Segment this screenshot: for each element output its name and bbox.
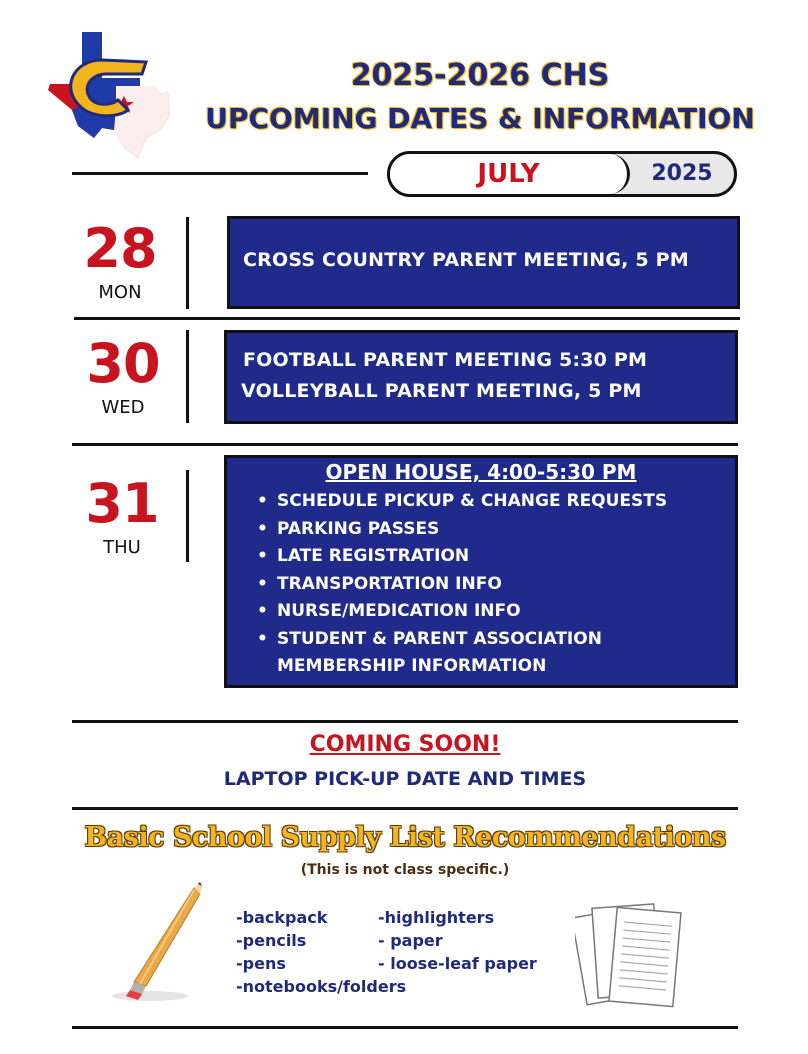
coming-soon-title: COMING SOON! [309, 732, 501, 757]
day-number: 31 [85, 472, 159, 535]
divider [72, 720, 738, 723]
open-house-title: OPEN HOUSE, 4:00-5:30 PM [325, 460, 637, 484]
open-house-list [227, 488, 735, 681]
pencil-icon [110, 882, 220, 1007]
day-number: 28 [83, 217, 157, 280]
day-number: 30 [86, 332, 160, 395]
supply-item: - loose-leaf paper [378, 954, 537, 973]
supply-item: -pens [236, 954, 286, 973]
list-item: • NURSE/MEDICATION INFO [257, 598, 735, 626]
coming-soon-subtitle: LAPTOP PICK-UP DATE AND TIMES [223, 768, 587, 790]
divider [186, 217, 189, 309]
papers-icon [575, 900, 685, 1015]
event-line: VOLLEYBALL PARENT MEETING, 5 PM [241, 380, 642, 402]
event-box [224, 330, 738, 424]
divider [186, 470, 189, 562]
event-box [224, 455, 738, 688]
supply-item: -pencils [236, 931, 307, 950]
weekday: WED [101, 397, 145, 418]
divider [72, 443, 738, 446]
list-item: • PARKING PASSES [257, 516, 735, 544]
month-name: JULY [390, 154, 630, 194]
divider [74, 317, 740, 320]
page-title: 2025-2026 CHS [350, 58, 610, 93]
page-subtitle: UPCOMING DATES & INFORMATION [205, 102, 755, 135]
event-line: FOOTBALL PARENT MEETING 5:30 PM [243, 349, 648, 371]
list-item: • LATE REGISTRATION [257, 543, 735, 571]
month-pill [387, 151, 737, 197]
supply-column [378, 906, 537, 975]
list-item: • SCHEDULE PICKUP & CHANGE REQUESTS [257, 488, 735, 516]
divider [72, 1026, 738, 1029]
supply-item: -backpack [236, 908, 328, 927]
divider [72, 807, 738, 810]
supply-item: - paper [378, 931, 443, 950]
school-logo [42, 30, 182, 160]
month-year: 2025 [651, 161, 713, 186]
divider [72, 172, 368, 175]
day-label [73, 332, 173, 418]
supply-item: -highlighters [378, 908, 495, 927]
event-line: CROSS COUNTRY PARENT MEETING, 5 PM [243, 249, 689, 271]
weekday: MON [98, 282, 142, 303]
weekday: THU [103, 537, 141, 558]
list-item: • STUDENT & PARENT ASSOCIATION MEMBERSHIP INFORMATION [257, 626, 735, 681]
day-label [72, 472, 172, 558]
supply-item: -notebooks/folders [236, 977, 407, 996]
divider [186, 330, 189, 423]
day-label [70, 217, 170, 303]
event-box [227, 216, 740, 309]
list-item: • TRANSPORTATION INFO [257, 571, 735, 599]
supply-list-note: (This is not class specific.) [300, 862, 510, 878]
supply-list-title: Basic School Supply List Recommendations [84, 822, 726, 853]
